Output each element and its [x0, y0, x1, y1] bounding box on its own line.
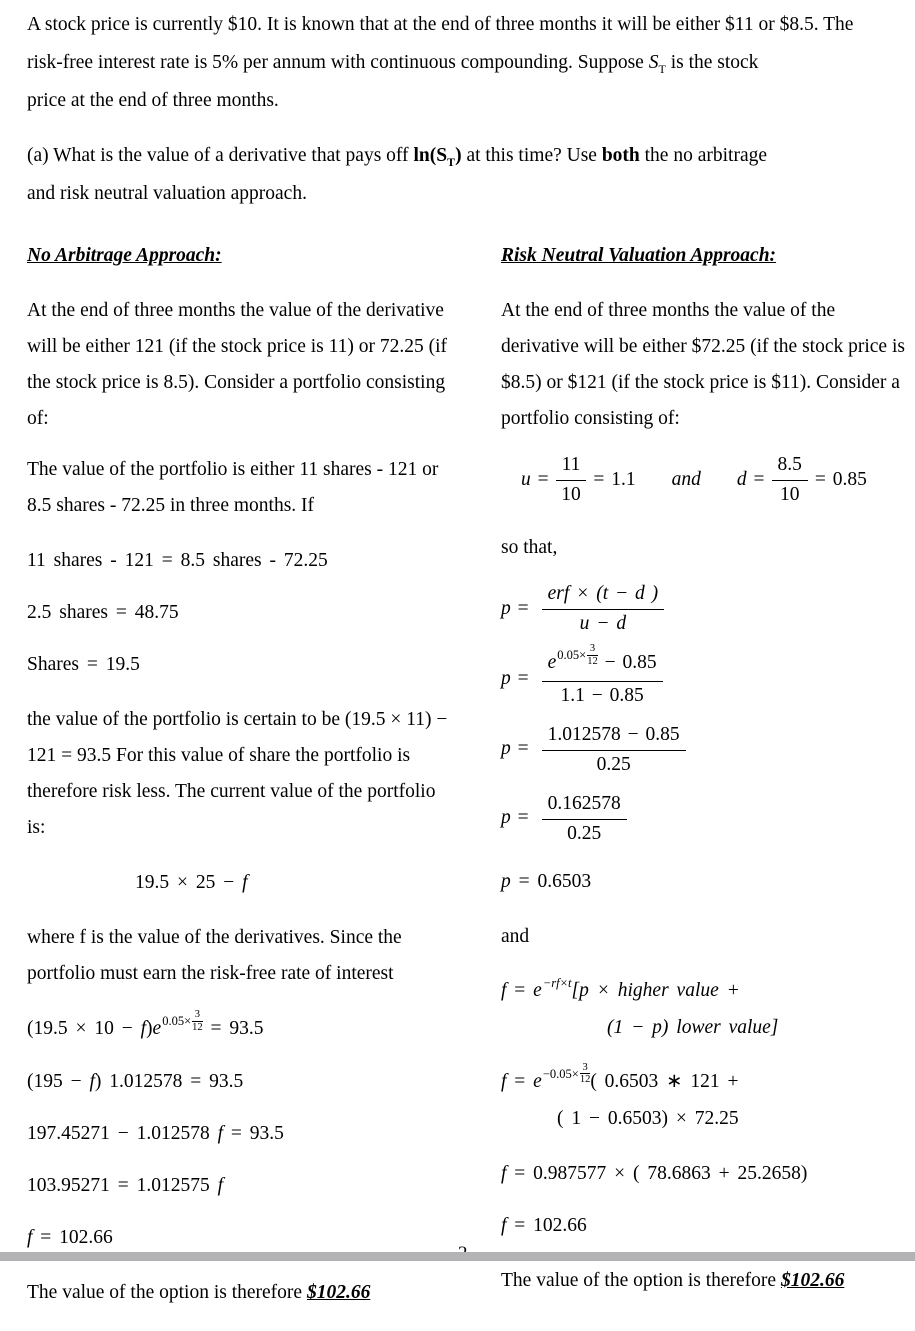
- f-variable: f: [89, 1071, 95, 1092]
- exponent: [557, 643, 597, 667]
- e-variable: e: [533, 1070, 542, 1092]
- text-run: ): [146, 1018, 153, 1039]
- f-variable: f: [501, 1162, 507, 1184]
- equals-sign: =: [517, 807, 529, 829]
- text-run: = 0.6503: [510, 870, 592, 892]
- p-variable: p: [501, 738, 511, 760]
- f-variable: f: [27, 1227, 33, 1248]
- equation-u-d: [521, 453, 905, 506]
- equation-step: [27, 1171, 449, 1201]
- text-run: 103.95271 = 1.012575: [27, 1175, 218, 1196]
- fraction: [542, 723, 686, 776]
- text-run: at this time? Use: [461, 145, 602, 166]
- exponent: [162, 1006, 202, 1036]
- equals-sign: =: [517, 597, 529, 619]
- fraction: [542, 792, 627, 845]
- exponent-text: −0.05×: [542, 1066, 579, 1081]
- fraction-numerator: 0.162578: [542, 792, 627, 820]
- left-conclusion: [27, 1275, 449, 1311]
- question-a: [27, 137, 915, 213]
- text-run: [p × higher value +: [571, 979, 740, 1001]
- f-variable: f: [217, 1123, 224, 1144]
- text-run: The value of the option is therefore: [501, 1269, 781, 1291]
- equation-step: [27, 1119, 449, 1149]
- paragraph: where f is the value of the derivatives. Since the portfolio must earn the risk-free rate of interest: [27, 927, 402, 984]
- p-variable: p: [501, 597, 511, 619]
- equals-sign: =: [506, 979, 534, 1001]
- exponent-text: 0.05×: [557, 648, 587, 662]
- exponent-fraction: [192, 1009, 203, 1033]
- no-arbitrage-column: [27, 245, 449, 1331]
- text-run: = 102.66: [32, 1227, 113, 1248]
- equation-p-numeric: [501, 643, 905, 707]
- payoff-subscript: [447, 155, 455, 169]
- text-run: 197.45271 − 1.012578: [27, 1123, 218, 1144]
- and-word: and: [671, 468, 701, 490]
- equation-p-step: [501, 723, 905, 776]
- fraction-denominator: 0.25: [596, 753, 631, 775]
- equation-f-result: [27, 1223, 449, 1253]
- fraction-denominator: 10: [779, 484, 800, 505]
- equation-f-result: [501, 1211, 905, 1241]
- exponent-text: 0.05×: [162, 1014, 192, 1028]
- equation-shares-solve: 2.5 shares = 48.75: [27, 602, 179, 623]
- equation-p-step: [501, 792, 905, 845]
- fraction-denominator: 12: [579, 1074, 591, 1086]
- e-variable: e: [547, 652, 557, 673]
- exponent-fraction: [580, 1062, 591, 1086]
- two-column-solution: [27, 245, 915, 1331]
- option-value-result: $102.66: [306, 1282, 371, 1303]
- intro-line-3: [27, 82, 915, 120]
- p-variable: p: [501, 870, 511, 892]
- p-variable: p: [501, 667, 511, 689]
- fraction-numerator: [542, 643, 663, 682]
- e-variable: e: [533, 979, 542, 1001]
- paragraph: [27, 702, 449, 846]
- f-variable: f: [501, 1070, 507, 1092]
- text-run: = 1.1: [593, 468, 636, 490]
- equation-line: (1 − p) lower value]: [607, 1016, 779, 1038]
- payoff-formula-close: ): [455, 145, 462, 166]
- equation-step: [27, 1067, 449, 1097]
- f-variable: f: [140, 1018, 147, 1039]
- text-run: For this value of share the portfolio is therefore risk less. The current value of the portfolio is:: [27, 745, 436, 838]
- fraction-denominator: u − d: [579, 613, 627, 634]
- horizontal-scrollbar[interactable]: [0, 1252, 915, 1261]
- fraction-numerator: 3: [192, 1009, 203, 1022]
- text-run: = 0.85: [814, 468, 867, 490]
- equation-p-result: [501, 867, 905, 897]
- equals-sign: =: [753, 468, 765, 490]
- payoff-formula: ln(S: [413, 145, 448, 166]
- equation-f-numeric: [501, 1061, 905, 1137]
- question-line-2: [27, 175, 915, 213]
- text-run: and risk neutral valuation approach.: [27, 183, 307, 204]
- no-arbitrage-heading: No Arbitrage Approach:: [27, 245, 222, 266]
- intro-line-2: [27, 44, 915, 82]
- fraction-numerator: erf × (t − d ): [542, 582, 665, 610]
- equation-line: [501, 1061, 905, 1101]
- risk-neutral-heading: Risk Neutral Valuation Approach:: [501, 245, 777, 266]
- equals-sign: =: [517, 738, 529, 760]
- intro-line-1: [27, 6, 915, 44]
- text-run: The value of the option is therefore: [27, 1282, 307, 1303]
- both-emphasis: both: [601, 145, 640, 166]
- f-variable: f: [501, 979, 507, 1001]
- text-run: risk-free interest rate is 5% per annum with continuous compounding. Suppose: [27, 52, 649, 73]
- fraction-denominator: 12: [587, 656, 598, 667]
- exponent: [543, 1056, 590, 1092]
- equation-p-formula: [501, 582, 905, 635]
- text-run: ( 0.6503 ∗ 121 +: [590, 1070, 739, 1092]
- p-lhs: [501, 598, 529, 620]
- d-variable: d: [736, 468, 747, 490]
- exponent-fraction: [587, 643, 598, 667]
- text-run: ) 1.012578 = 93.5: [94, 1071, 244, 1092]
- option-value-result: $102.66: [780, 1269, 845, 1291]
- p-lhs: [501, 738, 529, 760]
- stock-price-variable: S: [648, 52, 659, 73]
- equation-portfolio-value: [135, 868, 449, 898]
- text-run: = 93.5: [202, 1018, 264, 1039]
- fraction-denominator: 0.25: [567, 822, 602, 844]
- fraction-denominator: 10: [561, 484, 581, 505]
- paragraph: At the end of three months the value of the derivative will be either 121 (if the stock price is 11) or 72.25 (if the stock price is 8.5). Consider a portfolio consisting of:: [27, 300, 448, 429]
- fraction-numerator: 11: [556, 453, 587, 481]
- paragraph: At the end of three months the value of the derivative will be either $72.25 (if the stock price is $8.5) or $121 (if the stock price is $11). Consider a portfolio consisting of:: [501, 300, 905, 429]
- text-run: = 102.66: [506, 1214, 587, 1236]
- and-text: and: [501, 925, 530, 947]
- f-variable: f: [242, 872, 248, 893]
- p-lhs: [501, 668, 529, 690]
- text-run: − 0.85: [597, 652, 657, 673]
- fraction-numerator: 3: [587, 643, 598, 656]
- fraction: [556, 453, 587, 506]
- equation-shares-balance: 11 shares - 121 = 8.5 shares - 72.25: [27, 550, 328, 571]
- right-conclusion: [501, 1263, 905, 1299]
- text-run: A stock price is currently $10. It is known that at the end of three months it will be either $11 or $8.5. The: [27, 14, 854, 35]
- p-lhs: [501, 807, 529, 829]
- u-variable: u: [521, 468, 531, 490]
- inline-math: (19.5 × 11) − 121 = 93.5: [27, 709, 448, 766]
- exponent: −rf×t: [542, 975, 572, 990]
- text-run: is the stock: [665, 52, 759, 73]
- risk-neutral-column: [501, 245, 905, 1331]
- equation-line: ( 1 − 0.6503) × 72.25: [557, 1107, 739, 1129]
- variable-subscript: T: [658, 61, 666, 76]
- question-line-1: [27, 137, 915, 175]
- equation-line: [501, 973, 905, 1010]
- equals-sign: =: [506, 1070, 534, 1092]
- text-run: = 0.987577 × ( 78.6863 + 25.2658): [506, 1162, 808, 1184]
- text-run: (19.5 × 10 −: [27, 1018, 141, 1039]
- equals-sign: =: [537, 468, 549, 490]
- equation-f-formula: [501, 973, 905, 1046]
- equation-f-step: [501, 1159, 905, 1189]
- fraction: [542, 643, 663, 707]
- text-run: the value of the portfolio is certain to be: [27, 709, 345, 730]
- fraction-denominator: 12: [192, 1021, 203, 1033]
- fraction-numerator: 3: [580, 1062, 591, 1075]
- equation-discounted: [27, 1008, 449, 1045]
- f-variable: f: [217, 1175, 224, 1196]
- so-that-text: so that,: [501, 537, 558, 558]
- fraction-denominator: 1.1 − 0.85: [560, 684, 644, 706]
- payoff-subscript-text: T: [447, 154, 456, 169]
- text-run: (195 −: [27, 1071, 90, 1092]
- text-run: = 93.5: [223, 1123, 284, 1144]
- f-variable: f: [501, 1214, 507, 1236]
- equation-shares-result: Shares = 19.5: [27, 654, 140, 675]
- e-variable: e: [152, 1018, 162, 1039]
- fraction: [772, 453, 808, 506]
- fraction-numerator: 8.5: [772, 453, 808, 481]
- fraction: [542, 582, 665, 635]
- fraction-numerator: 1.012578 − 0.85: [542, 723, 686, 751]
- text-run: the no arbitrage: [639, 145, 768, 166]
- text-run: price at the end of three months.: [27, 90, 279, 111]
- equals-sign: =: [517, 667, 529, 689]
- p-variable: p: [501, 807, 511, 829]
- paragraph: The value of the portfolio is either 11 shares - 121 or 8.5 shares - 72.25 in three months. If: [27, 459, 439, 516]
- text-run: 19.5 × 25 −: [135, 872, 243, 893]
- text-run: (a) What is the value of a derivative that pays off: [27, 145, 414, 166]
